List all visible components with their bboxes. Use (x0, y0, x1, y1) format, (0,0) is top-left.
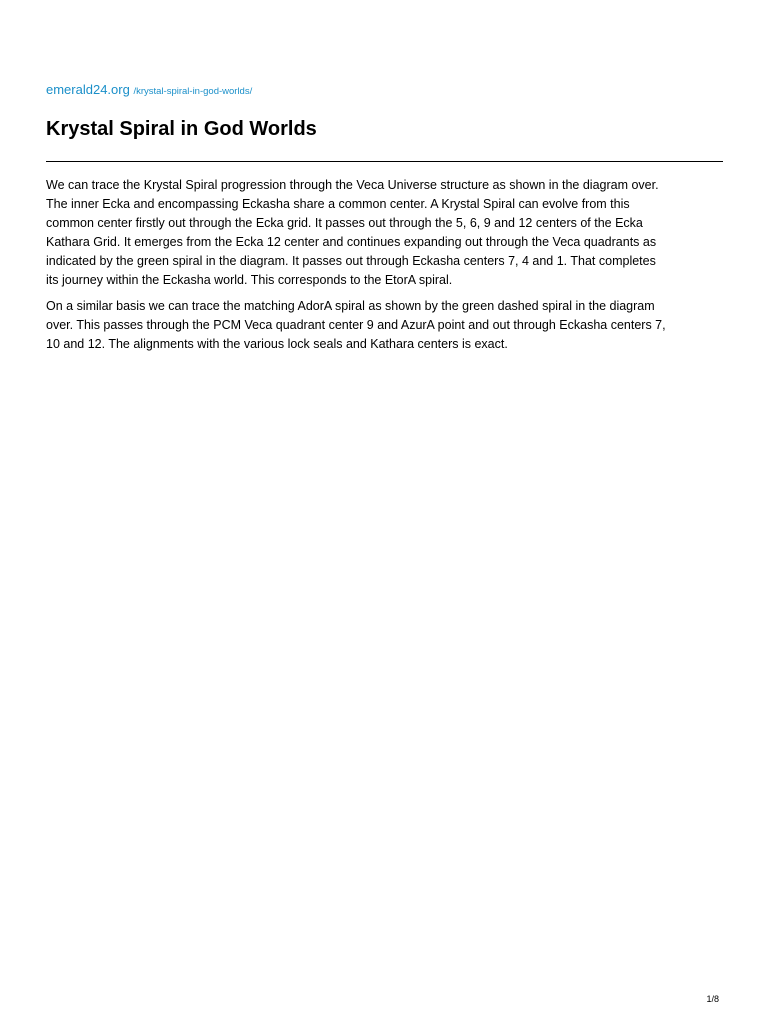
page-number: 1/8 (706, 994, 719, 1004)
paragraph-2 (46, 297, 726, 354)
paragraph-line: On a similar basis we can trace the matching AdorA spiral as shown by the green dashed spiral in the diagram (46, 299, 655, 313)
paragraph-line: The inner Ecka and encompassing Eckasha share a common center. A Krystal Spiral can evolve from this (46, 197, 630, 211)
paragraph-line: 10 and 12. The alignments with the various lock seals and Kathara centers is exact. (46, 337, 508, 351)
page-title: Krystal Spiral in God Worlds (46, 118, 317, 140)
article-body (46, 176, 726, 361)
paragraph-line: Kathara Grid. It emerges from the Ecka 12 center and continues expanding out through the Veca quadrants as (46, 235, 657, 249)
paragraph-line: its journey within the Eckasha world. This corresponds to the EtorA spiral. (46, 273, 453, 287)
source-url (46, 82, 252, 100)
paragraph-line: We can trace the Krystal Spiral progression through the Veca Universe structure as shown in the diagram over. (46, 178, 659, 192)
paragraph-1 (46, 176, 726, 290)
source-path-link[interactable]: /krystal-spiral-in-god-worlds/ (133, 86, 253, 97)
paragraph-line: common center firstly out through the Ecka grid. It passes out through the 5, 6, 9 and 12 centers of the Ecka (46, 216, 643, 230)
paragraph-line: indicated by the green spiral in the diagram. It passes out through Eckasha centers 7, 4 and 1. That completes (46, 254, 656, 268)
source-domain-link[interactable]: emerald24.org (46, 82, 130, 97)
title-divider (46, 161, 723, 162)
paragraph-line: over. This passes through the PCM Veca quadrant center 9 and AzurA point and out through Eckasha centers 7, (46, 318, 666, 332)
